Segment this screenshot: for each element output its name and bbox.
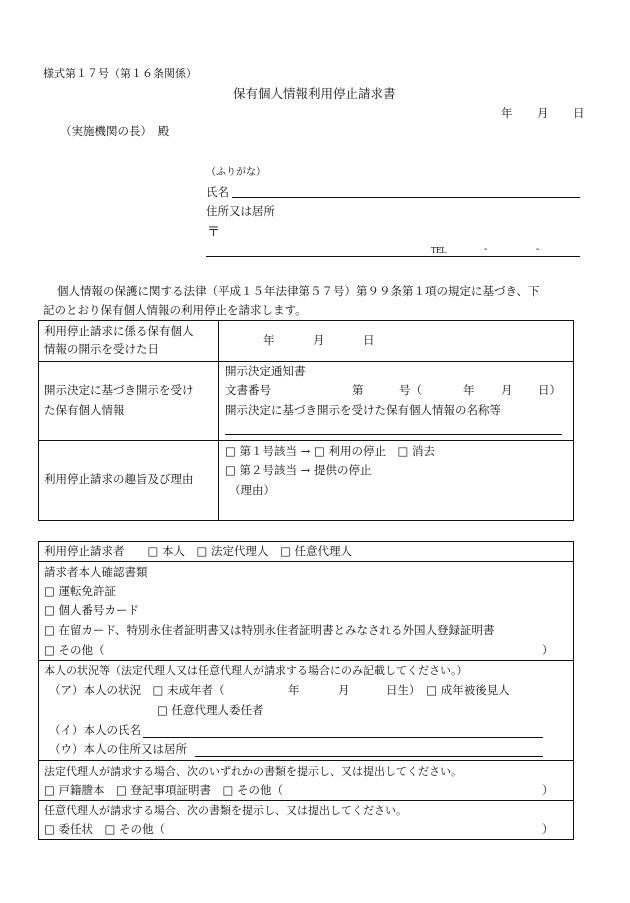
row2-year: 年 (463, 383, 475, 397)
status-a2[interactable]: □ 任意代理人委任者 (157, 703, 264, 717)
intro-line-1: 個人情報の保護に関する法律（平成１５年法律第５７号）第９９条第１項の規定に基づき、下 (57, 284, 540, 298)
legal-docs[interactable]: □ 戸籍謄本 □ 登記事項証明書 □ その他（ (44, 783, 284, 797)
row1-label-2: 情報の開示を受けた日 (44, 342, 159, 356)
date-day: 日 (573, 106, 585, 120)
form-number: 様式第１７号（第１６条関係） (43, 67, 197, 80)
row1-year: 年 (263, 333, 275, 347)
status-a-month: 月 (338, 683, 350, 697)
row2-label-1: 開示決定に基づき開示を受け (44, 383, 194, 397)
addressee: （実施機関の長） 殿 (60, 124, 170, 138)
furigana-label: （ふりがな） (206, 167, 266, 178)
intro-line-2: 記のとおり保有個人情報の利用停止を請求します。 (43, 303, 307, 317)
row1-label-1: 利用停止請求に係る保有個人 (44, 324, 194, 338)
tel-dash-2: - (536, 244, 540, 255)
page-title: 保有個人情報利用停止請求書 (233, 86, 396, 101)
row1-day: 日 (363, 333, 375, 347)
row2-name-field[interactable] (225, 434, 562, 435)
row2-go: 号（ (399, 383, 422, 397)
address-field[interactable] (206, 256, 580, 257)
status-i-field[interactable] (143, 737, 543, 738)
id-doc-other-close: ） (542, 643, 554, 657)
row1-month: 月 (313, 333, 325, 347)
status-a-day[interactable]: 日生） □ 成年被後見人 (386, 683, 510, 697)
row3-label: 利用停止請求の趣旨及び理由 (44, 472, 194, 486)
row2-notice: 開示決定通知書 (225, 364, 306, 378)
date-month: 月 (537, 106, 549, 120)
row2-name: 開示決定に基づき開示を受けた保有個人情報の名称等 (225, 403, 501, 417)
address-label: 住所又は居所 (206, 204, 275, 218)
legal-docs-close: ） (542, 783, 554, 797)
tel-label: TEL (431, 246, 446, 255)
row3-reason: （理由） (229, 483, 275, 497)
postal-mark: 〒 (207, 225, 221, 240)
requester-type[interactable]: 利用停止請求者 □ 本人 □ 法定代理人 □ 任意代理人 (44, 544, 353, 558)
status-i: （イ）本人の氏名 (49, 723, 141, 737)
proxy-docs[interactable]: □ 委任状 □ その他（ (44, 822, 166, 836)
id-doc-other[interactable]: □ その他（ (44, 643, 105, 657)
id-doc-license[interactable]: □ 運転免許証 (44, 584, 117, 598)
row2-day: 日） (538, 383, 561, 397)
status-u-field[interactable] (195, 756, 543, 757)
name-label: 氏名 (206, 185, 229, 199)
row2-dai: 第 (352, 383, 364, 397)
date-year: 年 (501, 106, 513, 120)
name-field[interactable] (232, 197, 580, 198)
proxy-title: 任意代理人が請求する場合、次の書類を提示し、又は提出してください。 (44, 804, 407, 817)
tel-dash-1: - (484, 244, 488, 255)
id-doc-mynumber[interactable]: □ 個人番号カード (44, 603, 140, 617)
id-doc-residence[interactable]: □ 在留カード、特別永住者証明書又は特別永住者証明書とみなされる外国人登録証明書 (44, 623, 495, 637)
row3-option-1[interactable]: □ 第１号該当 → □ 利用の停止 □ 消去 (225, 444, 436, 458)
row2-month: 月 (501, 383, 513, 397)
row2-label-2: た保有個人情報 (44, 403, 125, 417)
status-title: 本人の状況等（法定代理人又は任意代理人が請求する場合にのみ記載してください。） (44, 664, 468, 677)
id-docs-title: 請求者本人確認書類 (44, 565, 148, 579)
legal-title: 法定代理人が請求する場合、次のいずれかの書類を提示し、又は提出してください。 (44, 765, 462, 778)
status-u: （ウ）本人の住所又は居所 (49, 742, 187, 756)
status-a[interactable]: （ア）本人の状況 □ 未成年者（ (49, 683, 225, 697)
row2-docno: 文書番号 (225, 383, 271, 397)
proxy-docs-close: ） (542, 822, 554, 836)
status-a-year: 年 (288, 683, 300, 697)
row3-option-2[interactable]: □ 第２号該当 → 提供の停止 (225, 463, 372, 477)
